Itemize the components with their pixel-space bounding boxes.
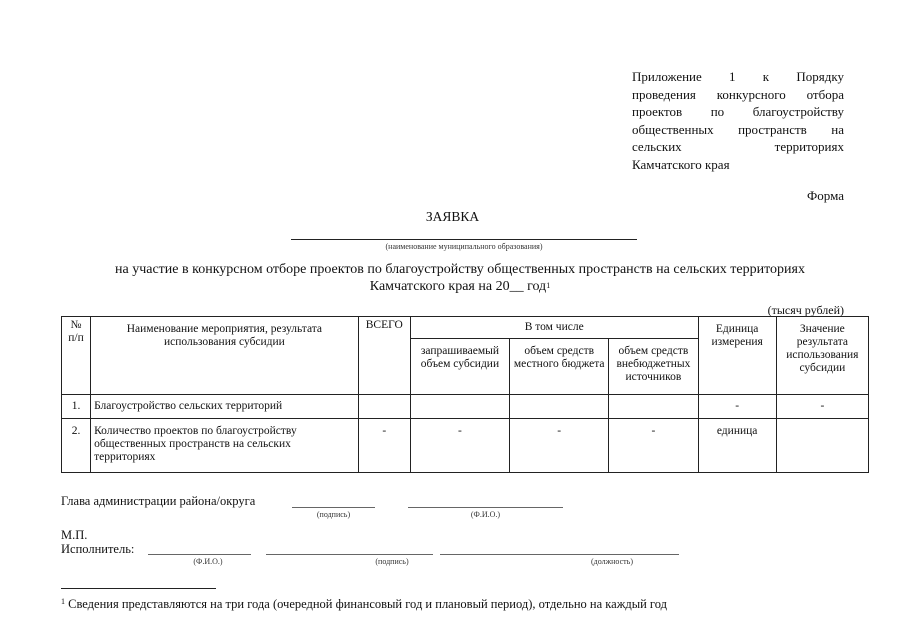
row-offbudget: - [609, 419, 698, 473]
subtitle-year: Камчатского края на 20__ год [369, 279, 547, 294]
head-sign-line [292, 507, 375, 508]
application-table [61, 316, 869, 473]
appendix-line: Приложение 1 к Порядку [632, 69, 844, 84]
executor-label: Исполнитель: [61, 542, 135, 556]
header-offbudget: объем средств внебюджетных источников [609, 339, 698, 395]
appendix-block [632, 68, 844, 173]
row-value [776, 419, 868, 473]
row-requested: - [410, 419, 509, 473]
row-num: 1. [62, 395, 91, 419]
footnote [61, 597, 667, 612]
header-value: Значение результата использования субсидии [776, 317, 868, 395]
header-local: объем средств местного бюджета [510, 339, 609, 395]
municipality-line [291, 239, 637, 240]
subtitle-line-2 [40, 278, 880, 295]
form-label: Форма [807, 188, 844, 203]
row-offbudget [609, 395, 698, 419]
appendix-line: сельских территориях [632, 139, 844, 154]
footnote-ref: 1 [546, 281, 551, 290]
header-num: № п/п [62, 317, 91, 395]
document-subtitle [40, 261, 880, 295]
appendix-line: общественных пространств на [632, 121, 844, 137]
row-local [510, 395, 609, 419]
row-unit: единица [698, 419, 776, 473]
executor-sign-caption: (подпись) [375, 557, 409, 566]
table-row [62, 419, 869, 473]
footnote-rule [61, 588, 216, 589]
municipality-caption: (наименование муниципального образования) [385, 242, 543, 251]
header-total: ВСЕГО [358, 317, 410, 395]
appendix-line: проведения конкурсного отбора [632, 86, 844, 102]
row-total [358, 395, 410, 419]
executor-sign-line [266, 554, 433, 555]
units-label: (тысяч рублей) [767, 303, 844, 317]
head-fio-caption: (Ф.И.О.) [470, 510, 501, 519]
document-title: ЗАЯВКА [425, 209, 480, 224]
executor-fio-line [148, 554, 251, 555]
row-unit: - [698, 395, 776, 419]
row-num: 2. [62, 419, 91, 473]
executor-position-line [440, 554, 679, 555]
row-total: - [358, 419, 410, 473]
appendix-line: Камчатского края [632, 156, 730, 172]
header-requested: запрашиваемый объем субсидии [410, 339, 509, 395]
executor-fio-caption: (Ф.И.О.) [193, 557, 223, 566]
head-label: Глава администрации района/округа [61, 494, 256, 508]
footnote-text: Сведения представляются на три года (очередной финансовый год и плановый период), отдельно на каждый год [68, 597, 667, 611]
row-name: Количество проектов по благоустройству общественных пространств на сельских территориях [91, 419, 359, 473]
table-row [62, 395, 869, 419]
executor-position-caption: (должность) [591, 557, 633, 566]
row-local: - [510, 419, 609, 473]
header-unit: Единица измерения [698, 317, 776, 395]
header-including: В том числе [410, 317, 698, 339]
table-header-row [62, 317, 869, 339]
row-name: Благоустройство сельских территорий [91, 395, 359, 419]
row-requested [410, 395, 509, 419]
header-name: Наименование мероприятия, результата использования субсидии [91, 317, 359, 395]
head-fio-line [408, 507, 563, 508]
seal-label: М.П. [61, 528, 88, 542]
footnote-mark: 1 [61, 597, 65, 606]
row-value: - [776, 395, 868, 419]
appendix-line: проектов по благоустройству [632, 104, 844, 119]
subtitle-line: на участие в конкурсном отборе проектов по благоустройству общественных пространств на сельских территориях [115, 262, 805, 277]
head-sign-caption: (подпись) [316, 510, 351, 519]
